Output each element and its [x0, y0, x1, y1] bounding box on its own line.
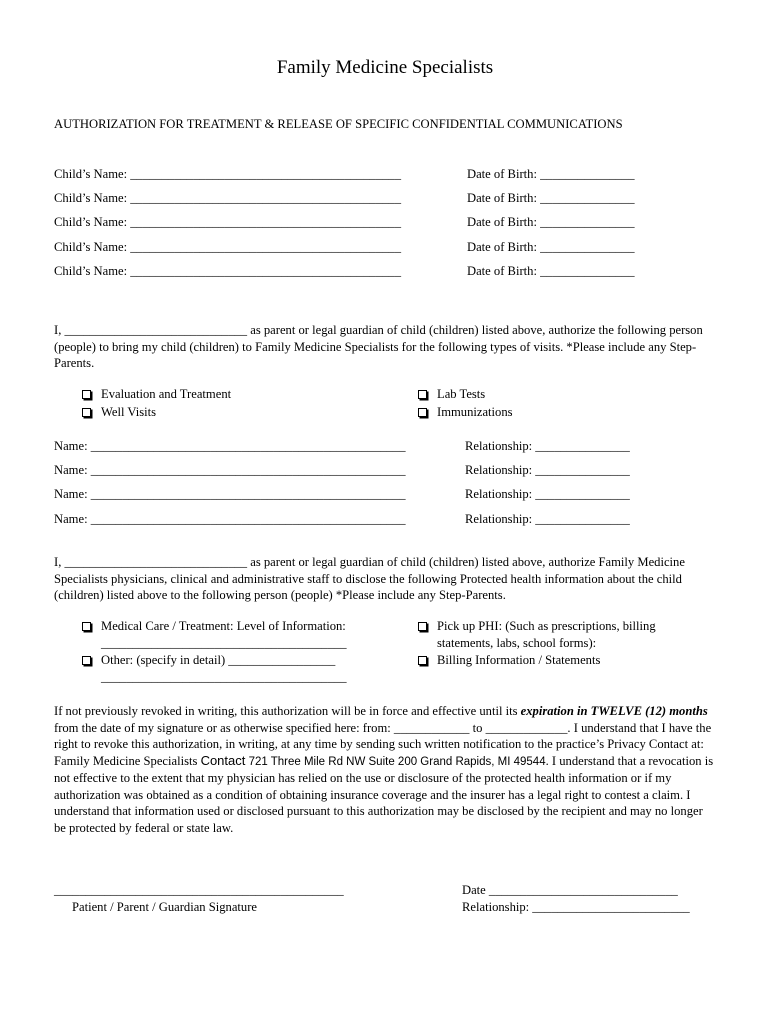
legal-text: from the date of my signature or as otherwise specified here: from: ____________ to _____________. I understand that I have the right to revoke this authorization, in writing, at any time by sending such written notification to the practice’s Privacy Contact at: Family Medicine Specialists — [54, 720, 712, 768]
practice-address: 721 Three Mile Rd NW Suite 200 Grand Rapids, MI 49544 — [245, 755, 546, 768]
legal-notice-paragraph — [54, 703, 716, 836]
signature-relationship-field[interactable]: Relationship: _________________________ — [462, 900, 690, 914]
date-field[interactable]: Date ______________________________ — [462, 883, 678, 897]
expiration-emphasis: expiration in TWELVE (12) months — [520, 704, 708, 718]
child-name-field[interactable]: Child’s Name: ___________________________________________ — [54, 167, 402, 181]
checkbox-label: Well Visits — [101, 405, 157, 419]
contact-word: Contact — [200, 752, 246, 768]
child-name-field[interactable]: Child’s Name: ___________________________________________ — [54, 240, 402, 254]
checkbox-icon[interactable] — [82, 622, 91, 631]
other-detail-line[interactable]: _______________________________________ — [101, 670, 347, 684]
checkbox-label: Billing Information / Statements — [437, 653, 601, 667]
checkbox-evaluation-treatment[interactable] — [82, 387, 231, 402]
checkbox-immunizations[interactable] — [418, 405, 513, 420]
legal-text: If not previously revoked in writing, this authorization will be in force and effective until its — [54, 704, 521, 718]
checkbox-well-visits[interactable] — [82, 405, 156, 420]
child-dob-field[interactable]: Date of Birth: _______________ — [467, 240, 635, 254]
form-subtitle: AUTHORIZATION FOR TREATMENT & RELEASE OF SPECIFIC CONFIDENTIAL COMMUNICATIONS — [54, 117, 623, 131]
checkbox-label: Immunizations — [437, 405, 513, 419]
checkbox-icon[interactable] — [418, 656, 427, 665]
checkbox-label: Evaluation and Treatment — [101, 387, 232, 401]
checkbox-icon[interactable] — [82, 390, 91, 399]
child-dob-field[interactable]: Date of Birth: _______________ — [467, 264, 635, 278]
disclosure-authorization-paragraph: I, _____________________________ as parent or legal guardian of child (children) listed above, authorize Family Medicine Specialists physicians, clinical and administrative staff to disclose the following Protected health information about the child (children) listed above to the following person (people) *Please include any Step-Parents. — [54, 555, 685, 602]
person-relationship-field[interactable]: Relationship: _______________ — [465, 512, 630, 526]
signature-label: Patient / Parent / Guardian Signature — [72, 900, 258, 914]
checkbox-icon[interactable] — [82, 656, 91, 665]
checkbox-label: Other: (specify in detail) _________________ — [101, 653, 336, 667]
checkbox-pickup-phi[interactable] — [418, 619, 656, 634]
person-relationship-field[interactable]: Relationship: _______________ — [465, 487, 630, 501]
child-dob-field[interactable]: Date of Birth: _______________ — [467, 215, 635, 229]
person-name-field[interactable]: Name: __________________________________________________ — [54, 439, 406, 453]
treatment-authorization-paragraph: I, _____________________________ as parent or legal guardian of child (children) listed above, authorize the following person (people) to bring my child (children) to Family Medicine Specialists for the following types of visits. *Please include any Step-Parents. — [54, 323, 703, 370]
person-name-field[interactable]: Name: __________________________________________________ — [54, 487, 406, 501]
person-relationship-field[interactable]: Relationship: _______________ — [465, 463, 630, 477]
checkbox-medical-care[interactable] — [82, 619, 346, 634]
checkbox-label: Pick up PHI: (Such as prescriptions, billing — [437, 619, 656, 633]
checkbox-icon[interactable] — [418, 390, 427, 399]
child-name-field[interactable]: Child’s Name: ___________________________________________ — [54, 191, 402, 205]
medical-care-detail-line[interactable]: _______________________________________ — [101, 636, 347, 650]
person-relationship-field[interactable]: Relationship: _______________ — [465, 439, 630, 453]
legal-text: . I understand that a revocation is not effective to the extent that my physician has relied on the use or disclosure of the protected health information or if my authorization was obtained as a condition of obtaining insurance coverage and the insurer has a legal right to contest a claim. I understand that information used or disclosed pursuant to this authorization may be disclosed by the recipient and may no longer be protected by federal or state law. — [54, 753, 714, 835]
person-name-field[interactable]: Name: __________________________________________________ — [54, 463, 406, 477]
checkbox-lab-tests[interactable] — [418, 387, 485, 402]
checkbox-other[interactable] — [82, 653, 335, 668]
signature-line[interactable]: ______________________________________________ — [54, 883, 344, 897]
child-dob-field[interactable]: Date of Birth: _______________ — [467, 191, 635, 205]
checkbox-label: Medical Care / Treatment: Level of Information: — [101, 619, 346, 633]
child-name-field[interactable]: Child’s Name: ___________________________________________ — [54, 215, 402, 229]
checkbox-icon[interactable] — [418, 622, 427, 631]
checkbox-icon[interactable] — [418, 408, 427, 417]
child-name-field[interactable]: Child’s Name: ___________________________________________ — [54, 264, 402, 278]
form-title: Family Medicine Specialists — [276, 57, 494, 78]
checkbox-label: Lab Tests — [437, 387, 486, 401]
person-name-field[interactable]: Name: __________________________________________________ — [54, 512, 406, 526]
checkbox-icon[interactable] — [82, 408, 91, 417]
child-dob-field[interactable]: Date of Birth: _______________ — [467, 167, 635, 181]
pickup-phi-label-continued: statements, labs, school forms): — [437, 636, 597, 650]
checkbox-billing-information[interactable] — [418, 653, 600, 668]
